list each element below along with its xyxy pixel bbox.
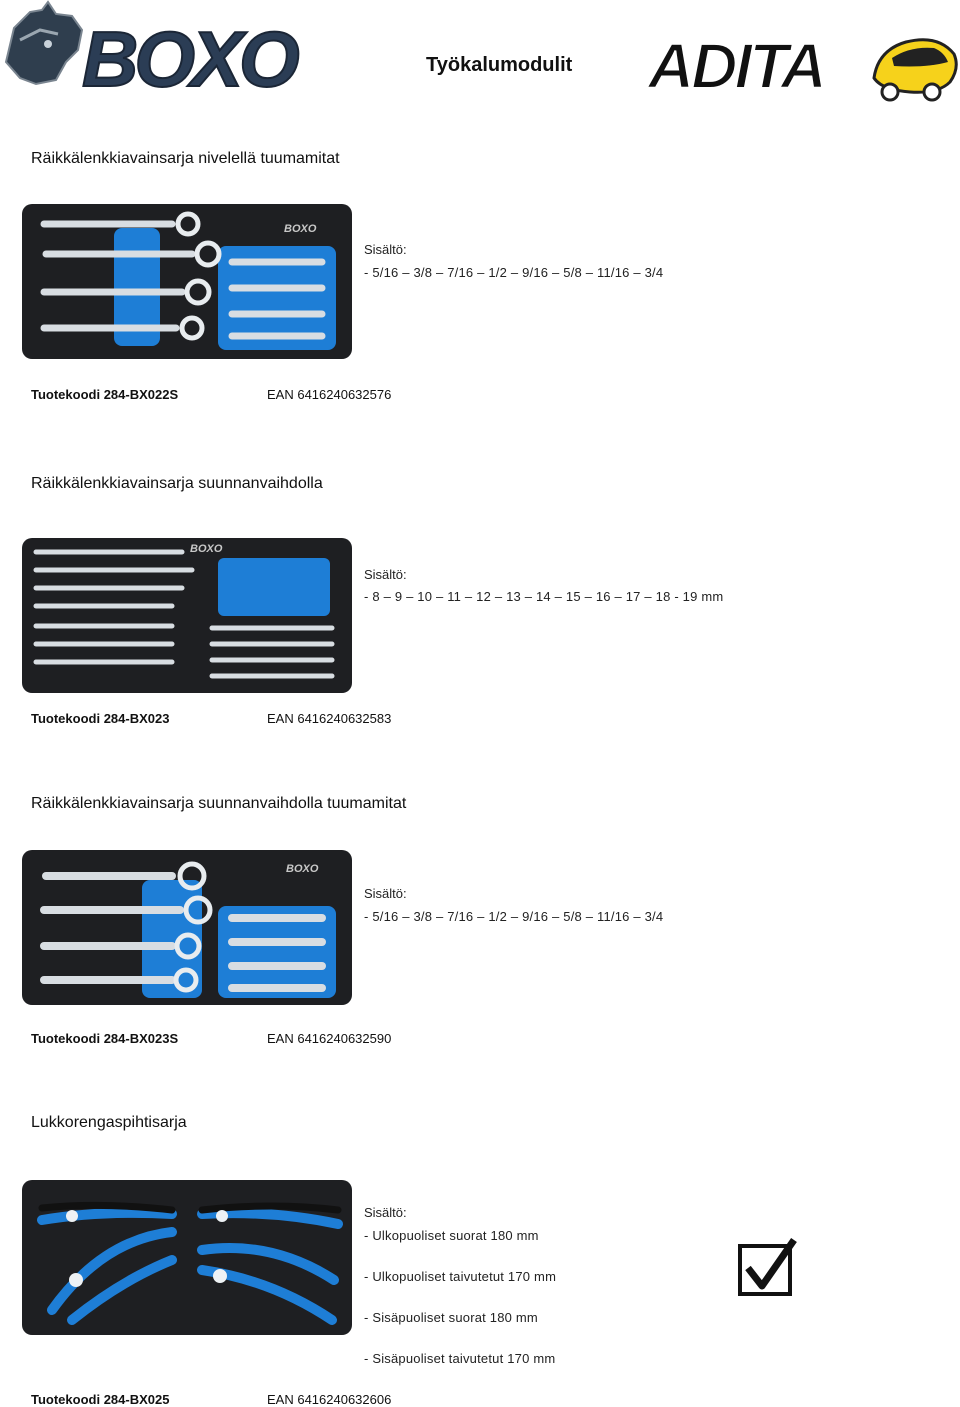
contents-line: - 8 – 9 – 10 – 11 – 12 – 13 – 14 – 15 – 16 – 17 – 18 - 19 mm (364, 589, 724, 604)
ean-code: EAN 6416240632576 (267, 387, 392, 402)
ean-code: EAN 6416240632606 (267, 1392, 392, 1407)
product-code: Tuotekoodi 284-BX023 (31, 711, 170, 726)
contents-label: Sisältö: (364, 242, 407, 257)
checked-checkbox-icon (738, 1238, 798, 1298)
contents-line: - Ulkopuoliset taivutetut 170 mm (364, 1269, 557, 1284)
ean-code: EAN 6416240632583 (267, 711, 392, 726)
wrench-set-tray-image (22, 850, 352, 1005)
product-code: Tuotekoodi 284-BX023S (31, 1031, 179, 1046)
product-code: Tuotekoodi 284-BX025 (31, 1392, 170, 1407)
boxo-logo (0, 0, 360, 100)
contents-line: - Sisäpuoliset taivutetut 170 mm (364, 1351, 556, 1366)
svg-text:ADITA: ADITA (648, 30, 824, 102)
page-title: Työkalumodulit (426, 54, 573, 76)
section-title: Räikkälenkkiavainsarja nivelellä tuumamitat (31, 150, 340, 167)
contents-line: - Ulkopuoliset suorat 180 mm (364, 1228, 539, 1243)
wrench-set-tray-image (22, 204, 352, 359)
svg-text:BOXO: BOXO (284, 223, 317, 235)
contents-label: Sisältö: (364, 886, 407, 901)
svg-text:BOXO: BOXO (286, 863, 319, 875)
contents-line: - Sisäpuoliset suorat 180 mm (364, 1310, 538, 1325)
product-code: Tuotekoodi 284-BX022S (31, 387, 179, 402)
contents-label: Sisältö: (364, 1205, 407, 1220)
contents-line: - 5/16 – 3/8 – 7/16 – 1/2 – 9/16 – 5/8 – 11/16 – 3/4 (364, 909, 664, 924)
ean-code: EAN 6416240632590 (267, 1031, 392, 1046)
section-title: Räikkälenkkiavainsarja suunnanvaihdolla tuumamitat (31, 795, 407, 812)
svg-text:BOXO: BOXO (82, 15, 296, 100)
wrench-set-tray-image (22, 538, 352, 693)
adita-logo (648, 28, 960, 106)
contents-label: Sisältö: (364, 567, 407, 582)
section-title: Lukkorengaspihtisarja (31, 1114, 187, 1131)
svg-text:BOXO: BOXO (190, 543, 223, 555)
contents-line: - 5/16 – 3/8 – 7/16 – 1/2 – 9/16 – 5/8 – 11/16 – 3/4 (364, 265, 664, 280)
pliers-set-tray-image (22, 1180, 352, 1335)
section-title: Räikkälenkkiavainsarja suunnanvaihdolla (31, 475, 323, 492)
